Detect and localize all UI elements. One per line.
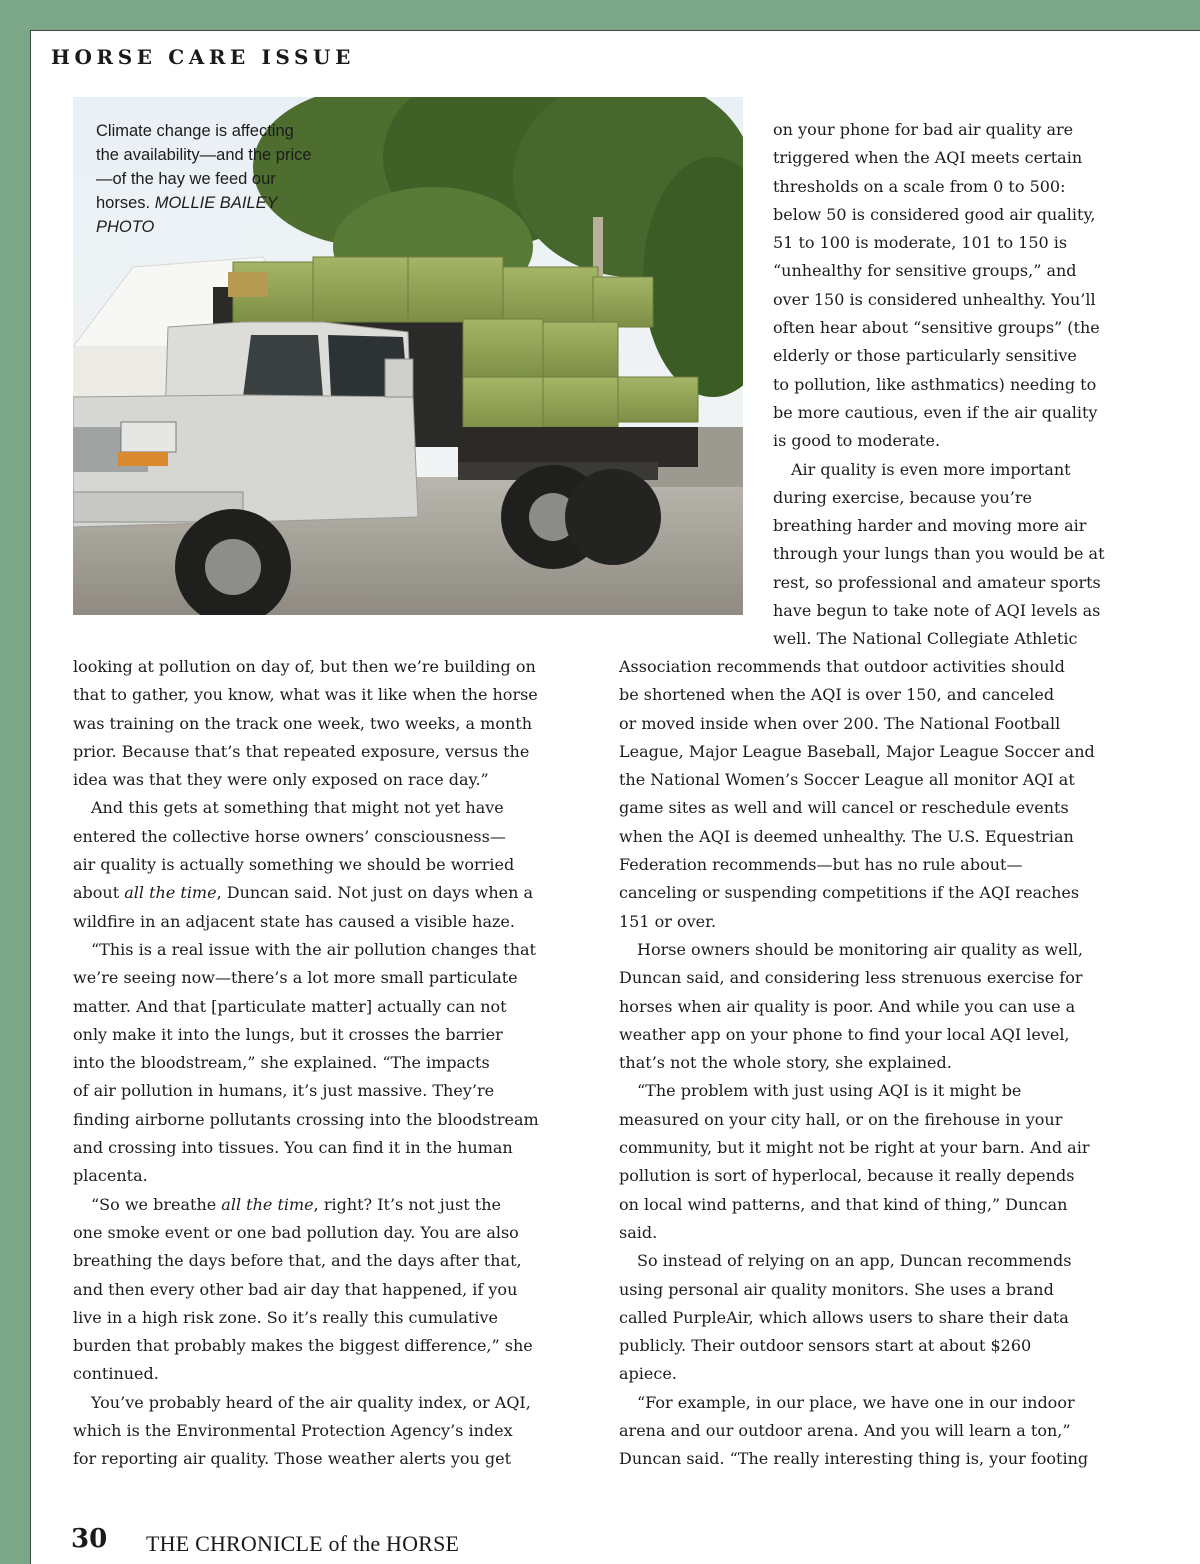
emphasis: all the time bbox=[124, 883, 217, 903]
article-line: was training on the track one week, two weeks, a month bbox=[73, 713, 533, 733]
article-line: continued. bbox=[73, 1364, 159, 1384]
article-line: “The problem with just using AQI is it might be bbox=[637, 1081, 1022, 1101]
article-line: we’re seeing now—there’s a lot more small particulate bbox=[73, 968, 518, 988]
article-line: Duncan said. “The really interesting thing is, your footing bbox=[619, 1449, 1089, 1469]
emphasis: all the time bbox=[221, 1194, 314, 1214]
article-line: when the AQI is deemed unhealthy. The U.S. Equestrian bbox=[619, 826, 1074, 846]
article-line: wildfire in an adjacent state has caused a visible haze. bbox=[73, 911, 515, 931]
article-line: over 150 is considered unhealthy. You’ll bbox=[773, 289, 1096, 309]
article-line: “unhealthy for sensitive groups,” and bbox=[773, 261, 1077, 281]
article-line: called PurpleAir, which allows users to share their data bbox=[619, 1307, 1069, 1327]
article-line: “For example, in our place, we have one in our indoor bbox=[637, 1392, 1075, 1412]
article-line: You’ve probably heard of the air quality index, or AQI, bbox=[91, 1392, 531, 1412]
article-line: air quality is actually something we should be worried bbox=[73, 855, 515, 875]
article-line: And this gets at something that might not yet have bbox=[91, 798, 504, 818]
article-line: publicly. Their outdoor sensors start at about $260 bbox=[619, 1336, 1032, 1356]
article-line: the National Women’s Soccer League all monitor AQI at bbox=[619, 770, 1075, 790]
article-line: breathing the days before that, and the days after that, bbox=[73, 1251, 522, 1271]
magazine-page bbox=[30, 30, 1200, 1564]
article-line: matter. And that [particulate matter] actually can not bbox=[73, 996, 507, 1016]
article-line: horses when air quality is poor. And while you can use a bbox=[619, 996, 1076, 1016]
article-line: measured on your city hall, or on the firehouse in your bbox=[619, 1109, 1063, 1129]
article-line: about all the time, Duncan said. Not just on days when a bbox=[73, 883, 534, 903]
article-line: pollution is sort of hyperlocal, because it really depends bbox=[619, 1166, 1075, 1186]
article-line: Association recommends that outdoor activities should bbox=[619, 657, 1065, 676]
article-line: to pollution, like asthmatics) needing to bbox=[773, 374, 1097, 394]
article-line: thresholds on a scale from 0 to 500: bbox=[773, 176, 1066, 196]
article-line: and then every other bad air day that happened, if you bbox=[73, 1279, 518, 1299]
article-line: for reporting air quality. Those weather alerts you get bbox=[73, 1449, 512, 1469]
article-line: community, but it might not be right at your barn. And air bbox=[619, 1138, 1090, 1158]
article-line: arena and our outdoor arena. And you will learn a ton,” bbox=[619, 1421, 1071, 1441]
article-line: one smoke event or one bad pollution day. You are also bbox=[73, 1222, 519, 1242]
article-line: that’s not the whole story, she explained. bbox=[619, 1053, 952, 1073]
article-line: Duncan said, and considering less strenuous exercise for bbox=[619, 968, 1083, 988]
article-line: 151 or over. bbox=[619, 911, 717, 931]
article-column-left bbox=[73, 653, 539, 1474]
article-line: which is the Environmental Protection Agency’s index bbox=[73, 1421, 513, 1441]
article-line: prior. Because that’s that repeated exposure, versus the bbox=[73, 741, 530, 761]
article-line: weather app on your phone to find your local AQI level, bbox=[619, 1024, 1070, 1044]
article-line: canceling or suspending competitions if the AQI reaches bbox=[619, 883, 1080, 903]
article-line: or moved inside when over 200. The National Football bbox=[619, 713, 1061, 733]
article-line: So instead of relying on an app, Duncan recommends bbox=[637, 1251, 1072, 1271]
article-line: game sites as well and will cancel or reschedule events bbox=[619, 798, 1069, 818]
article-line: using personal air quality monitors. She uses a brand bbox=[619, 1279, 1054, 1299]
article-line: live in a high risk zone. So it’s really this cumulative bbox=[73, 1307, 499, 1327]
article-line: well. The National Collegiate Athletic bbox=[773, 629, 1078, 649]
article-line: idea was that they were only exposed on race day.” bbox=[73, 770, 489, 790]
page-number: 30 bbox=[71, 1524, 108, 1554]
article-line: on your phone for bad air quality are bbox=[773, 120, 1074, 139]
photo-caption bbox=[96, 119, 321, 239]
article-line: below 50 is considered good air quality, bbox=[773, 204, 1096, 224]
article-line: have begun to take note of AQI levels as bbox=[773, 601, 1101, 621]
article-line: on local wind patterns, and that kind of thing,” Duncan bbox=[619, 1194, 1068, 1214]
article-line: entered the collective horse owners’ consciousness— bbox=[73, 826, 506, 846]
article-line: Air quality is even more important bbox=[791, 459, 1071, 479]
article-line: League, Major League Baseball, Major League Soccer and bbox=[619, 741, 1095, 761]
article-column-right-top bbox=[773, 116, 1105, 654]
article-column-right bbox=[619, 653, 1095, 1474]
publication-name: THE CHRONICLE of the HORSE bbox=[146, 1531, 460, 1556]
article-line: be more cautious, even if the air quality bbox=[773, 402, 1098, 422]
caption-text: Climate change is affecting the availability—and the price—of the hay we feed our horses. bbox=[96, 122, 312, 212]
article-line: only make it into the lungs, but it crosses the barrier bbox=[73, 1024, 503, 1044]
article-line: into the bloodstream,” she explained. “The impacts bbox=[73, 1053, 490, 1073]
article-line: that to gather, you know, what was it like when the horse bbox=[73, 685, 538, 705]
article-line: often hear about “sensitive groups” (the bbox=[773, 318, 1100, 338]
article-line: of air pollution in humans, it’s just massive. They’re bbox=[73, 1081, 495, 1101]
article-line: during exercise, because you’re bbox=[773, 487, 1032, 507]
article-line: looking at pollution on day of, but then we’re building on bbox=[73, 657, 536, 676]
article-line: through your lungs than you would be at bbox=[773, 544, 1105, 564]
article-line: “This is a real issue with the air pollution changes that bbox=[91, 939, 536, 959]
article-line: Federation recommends—but has no rule about— bbox=[619, 855, 1023, 875]
article-line: burden that probably makes the biggest difference,” she bbox=[73, 1336, 533, 1356]
article-line: “So we breathe all the time, right? It’s not just the bbox=[91, 1194, 501, 1214]
section-label: HORSE CARE ISSUE bbox=[51, 45, 355, 69]
article-line: 51 to 100 is moderate, 101 to 150 is bbox=[773, 233, 1068, 253]
photo-credit: MOLLIE BAILEY PHOTO bbox=[96, 194, 278, 236]
article-line: Horse owners should be monitoring air quality as well, bbox=[637, 939, 1084, 959]
article-line: elderly or those particularly sensitive bbox=[773, 346, 1077, 366]
article-line: rest, so professional and amateur sports bbox=[773, 572, 1101, 592]
article-line: and crossing into tissues. You can find it in the human bbox=[73, 1138, 513, 1158]
article-line: finding airborne pollutants crossing into the bloodstream bbox=[73, 1109, 539, 1129]
article-line: triggered when the AQI meets certain bbox=[773, 148, 1083, 168]
article-line: breathing harder and moving more air bbox=[773, 516, 1087, 536]
article-line: is good to moderate. bbox=[773, 431, 941, 451]
article-line: apiece. bbox=[619, 1364, 677, 1384]
article-line: be shortened when the AQI is over 150, and canceled bbox=[619, 685, 1055, 705]
article-line: placenta. bbox=[73, 1166, 148, 1186]
article-line: said. bbox=[619, 1222, 658, 1242]
